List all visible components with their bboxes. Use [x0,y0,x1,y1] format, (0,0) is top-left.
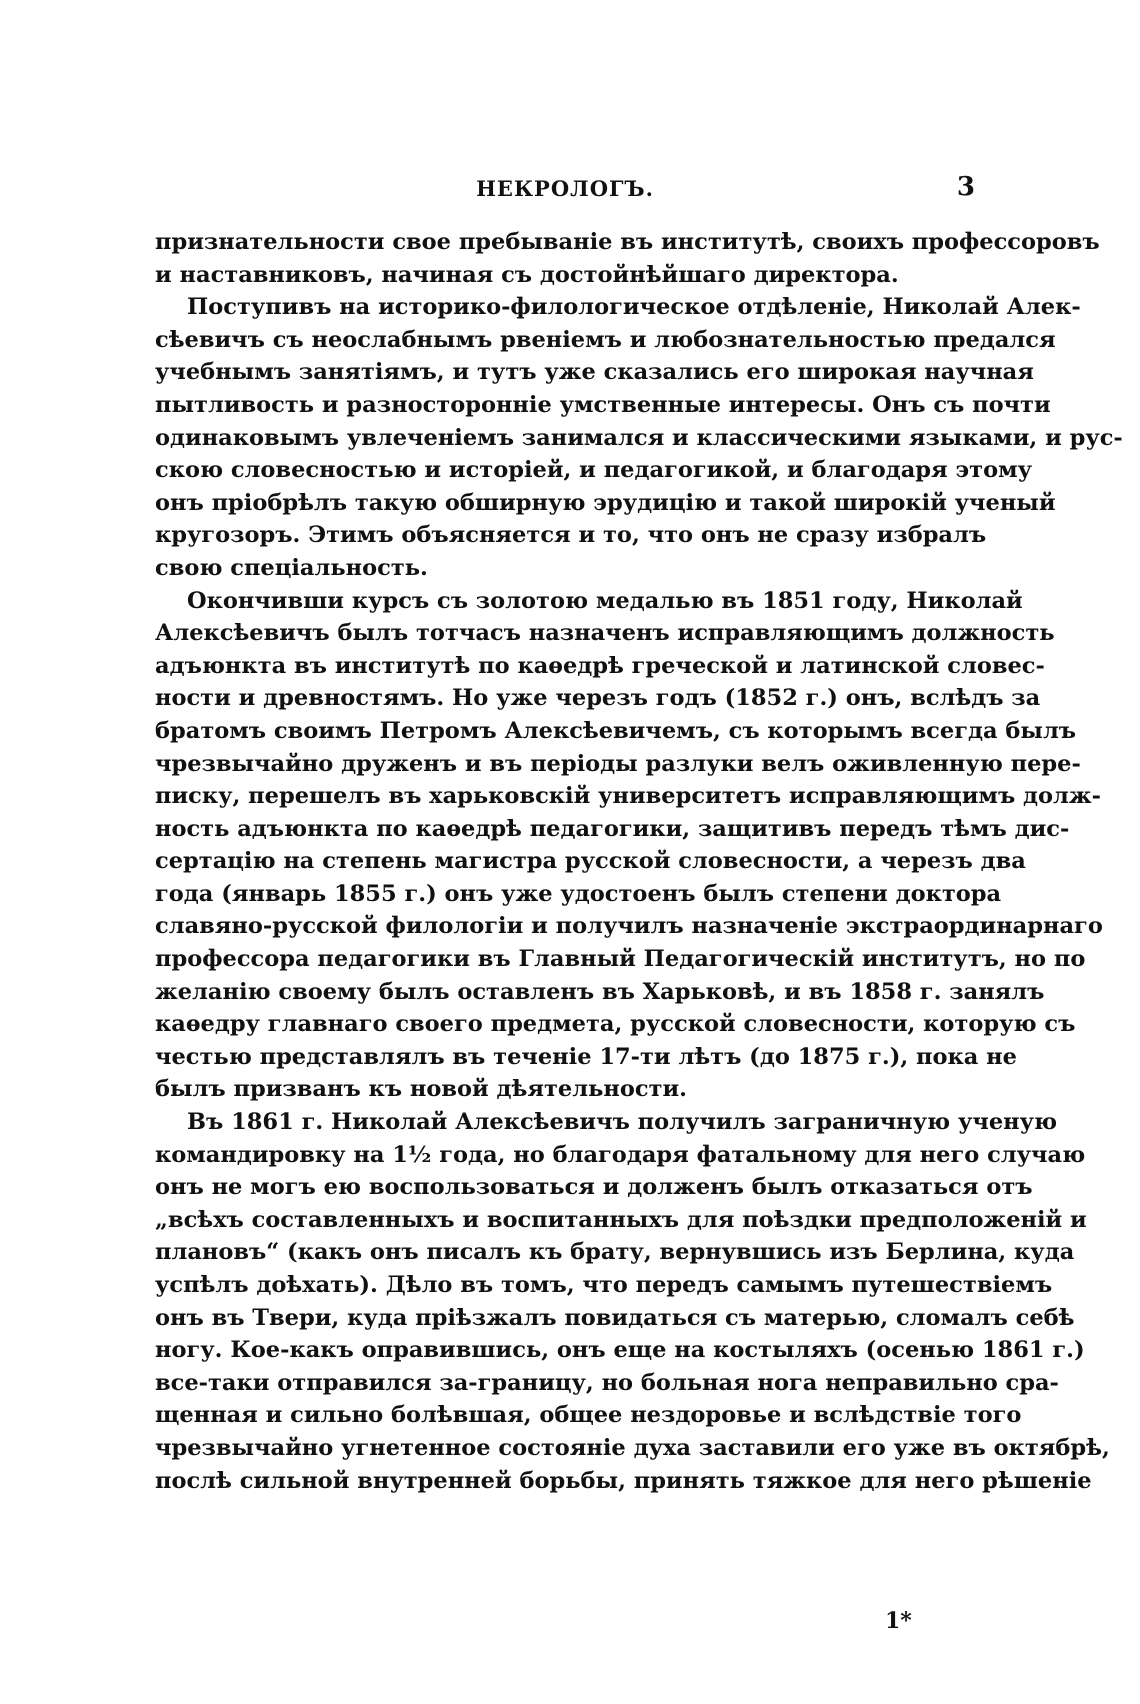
text-line: Алексѣевичъ былъ тотчасъ назначенъ исправляющимъ должность [155,620,1055,647]
text-line: сертацiю на степень магистра русской словесности, а черезъ два [155,848,1026,875]
text-line: Въ 1861 г. Николай Алексѣевичъ получилъ заграничную ученую [187,1109,1058,1136]
text-line: чрезвычайно угнетенное состоянiе духа заставили его уже въ октябрѣ, [155,1434,1110,1461]
text-line: скою словесностью и исторiей, и педагогикой, и благодаря этому [155,457,1033,484]
text-line: каѳедру главнаго своего предмета, русской словесности, которую съ [155,1011,1076,1038]
text-line: братомъ своимъ Петромъ Алексѣевичемъ, съ которымъ всегда былъ [155,717,1077,744]
text-line: онъ прiобрѣлъ такую обширную эрудицiю и такой широкiй ученый [155,489,1056,516]
text-line: послѣ сильной внутренней борьбы, принять тяжкое для него рѣшенiе [155,1467,1092,1494]
text-line: пытливость и разностороннiе умственные интересы. Онъ съ почти [155,391,1051,418]
text-line: все-таки отправился за-границу, но больная нога неправильно сра- [155,1369,1059,1396]
body-text [155,226,1123,1497]
text-line: былъ призванъ къ новой дѣятельности. [155,1076,687,1103]
text-line: ность адъюнкта по каѳедрѣ педагогики, защитивъ передъ тѣмъ дис- [155,815,1070,842]
text-line: кругозоръ. Этимъ объясняется и то, что онъ не сразу избралъ [155,522,987,549]
text-line: „всѣхъ составленныхъ и воспитанныхъ для поѣздки предположенiй и [155,1206,1087,1233]
text-line: признательности свое пребываніе въ институтѣ, своихъ профессоровъ [155,229,1100,255]
text-line: и наставниковъ, начиная съ достойнѣйшаго директора. [155,261,899,288]
text-line: сѣевичъ съ неослабнымъ рвеніемъ и любознательностью предался [155,326,1056,353]
text-line: плановъ“ (какъ онъ писалъ къ брату, вернувшись изъ Берлина, куда [155,1239,1075,1266]
text-line: желанiю своему былъ оставленъ въ Харьковѣ, и въ 1858 г. занялъ [155,978,1045,1005]
text-line: щенная и сильно болѣвшая, общее нездоровье и вслѣдствiе того [155,1402,1022,1429]
signature-mark: 1* [885,1608,912,1634]
text-line: честью представлялъ въ теченiе 17-ти лѣтъ (до 1875 г.), пока не [155,1043,1017,1070]
text-line: одинаковымъ увлеченiемъ занимался и классическими языками, и рус- [155,424,1123,451]
text-line: профессора педагогики въ Главный Педагогическiй институтъ, но по [155,946,1086,973]
page-number: 3 [956,172,975,202]
text-line: славяно-русской филологiи и получилъ назначенiе экстраординарнаго [155,913,1103,940]
text-line: успѣлъ доѣхать). Дѣло въ томъ, что передъ самымъ путешествiемъ [155,1272,1053,1298]
text-line: командировку на 1½ года, но благодаря фатальному для него случаю [155,1141,1086,1168]
text-line: чрезвычайно друженъ и въ перiоды разлуки велъ оживленную пере- [155,750,1081,777]
text-line: ногу. Кое-какъ оправившись, онъ еще на костыляхъ (осенью 1861 г.) [155,1337,1085,1364]
running-title: НЕКРОЛОГЪ. [476,176,654,201]
text-line: Поступивъ на историко-филологическое отдѣленіе, Николай Алек- [187,294,1081,321]
text-line: свою спецiальность. [155,554,428,581]
text-line: Окончивши курсъ съ золотою медалью въ 1851 году, Николай [187,587,1023,614]
text-line: учебнымъ занятіямъ, и тутъ уже сказались его широкая научная [155,359,1034,386]
text-line: ности и древностямъ. Но уже черезъ годъ (1852 г.) онъ, вслѣдъ за [155,685,1041,712]
text-line: онъ не могъ ею воспользоваться и долженъ былъ отказаться отъ [155,1174,1033,1201]
text-line: года (январь 1855 г.) онъ уже удостоенъ былъ степени доктора [155,880,1002,907]
text-line: онъ въ Твери, куда прiѣзжалъ повидаться съ матерью, сломалъ себѣ [155,1304,1075,1331]
page-header [155,172,975,206]
text-line: писку, перешелъ въ харьковскiй университетъ исправляющимъ долж- [155,783,1101,810]
text-line: адъюнкта въ институтѣ по каѳедрѣ греческой и латинской словес- [155,652,1045,679]
